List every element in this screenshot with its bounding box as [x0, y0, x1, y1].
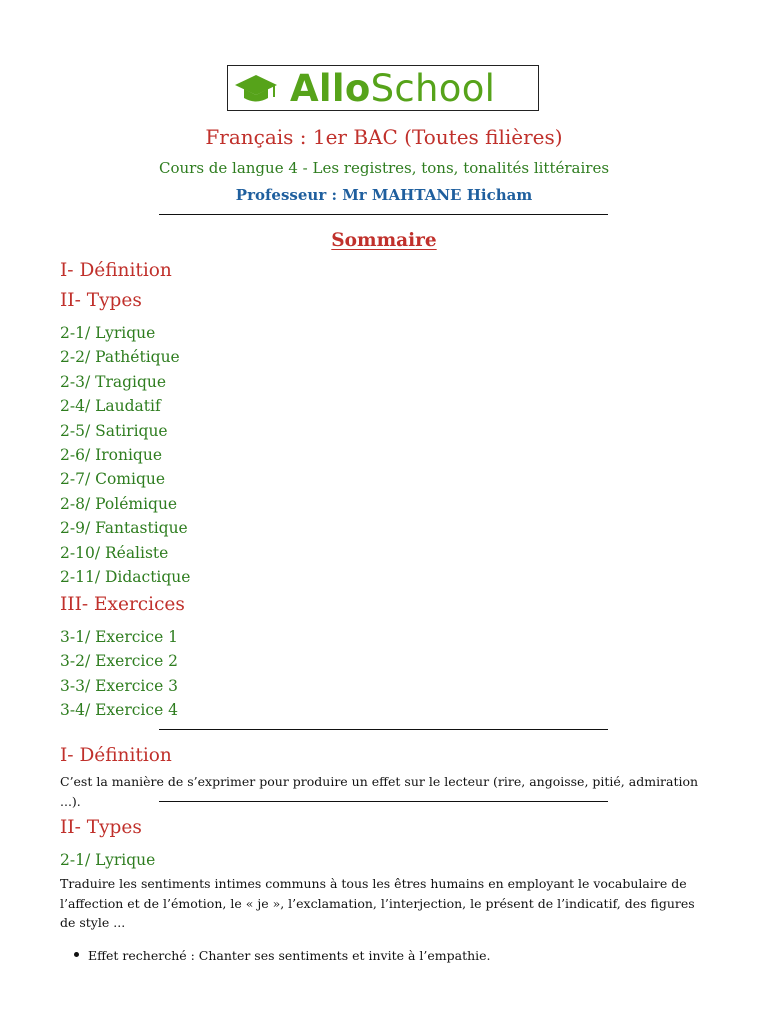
bullet-list-item — [74, 947, 491, 965]
summary-item: 2-6/ Ironique — [60, 446, 162, 464]
lyrique-text: Traduire les sentiments intimes communs à tous les êtres humains en employant le vocabulaire de l’affection et de l’émotion, le « je », l’exclamation, l’interjection, le présent de l’indicatif, des figures de style ... — [60, 876, 695, 931]
professor-line: Professeur : Mr MAHTANE Hicham — [235, 186, 533, 204]
logo-allo: Allo — [290, 67, 371, 110]
summary-heading: Sommaire — [331, 230, 437, 251]
summary-section-exercices: III- Exercices — [60, 594, 185, 615]
divider — [159, 729, 608, 730]
summary-item: 3-1/ Exercice 1 — [60, 628, 179, 646]
bullet-text: Effet recherché : Chanter ses sentiments et invite à l’empathie. — [88, 948, 491, 963]
summary-item: 2-5/ Satirique — [60, 422, 168, 440]
divider — [159, 214, 608, 215]
summary-item: 3-3/ Exercice 3 — [60, 677, 179, 695]
subsection-title-lyrique: 2-1/ Lyrique — [60, 851, 156, 869]
summary-item: 2-2/ Pathétique — [60, 348, 180, 366]
alloschool-logo — [227, 65, 539, 111]
bullet-icon — [74, 952, 79, 957]
logo-school: School — [370, 67, 496, 110]
summary-item: 2-8/ Polémique — [60, 495, 178, 513]
summary-item: 2-3/ Tragique — [60, 373, 167, 391]
summary-item: 2-9/ Fantastique — [60, 519, 188, 537]
summary-item: 2-11/ Didactique — [60, 568, 191, 586]
summary-item: 2-10/ Réaliste — [60, 544, 169, 562]
summary-item: 2-4/ Laudatif — [60, 397, 161, 415]
page-subtitle: Cours de langue 4 - Les registres, tons, tonalités littéraires — [158, 159, 610, 177]
summary-section-types: II- Types — [60, 290, 142, 311]
summary-item: 2-7/ Comique — [60, 470, 166, 488]
graduation-cap-icon — [234, 73, 278, 105]
summary-item: 3-4/ Exercice 4 — [60, 701, 179, 719]
divider — [159, 801, 608, 802]
page-title: Français : 1er BAC (Toutes filières) — [205, 125, 563, 149]
definition-text: C’est la manière de s’exprimer pour produire un effet sur le lecteur (rire, angoisse, pitié, admiration ...). — [60, 774, 699, 809]
section-title-definition: I- Définition — [60, 745, 172, 766]
logo-wordmark — [290, 67, 495, 111]
summary-item: 3-2/ Exercice 2 — [60, 652, 179, 670]
summary-section-definition: I- Définition — [60, 260, 172, 281]
summary-item: 2-1/ Lyrique — [60, 324, 156, 342]
section-title-types: II- Types — [60, 817, 142, 838]
